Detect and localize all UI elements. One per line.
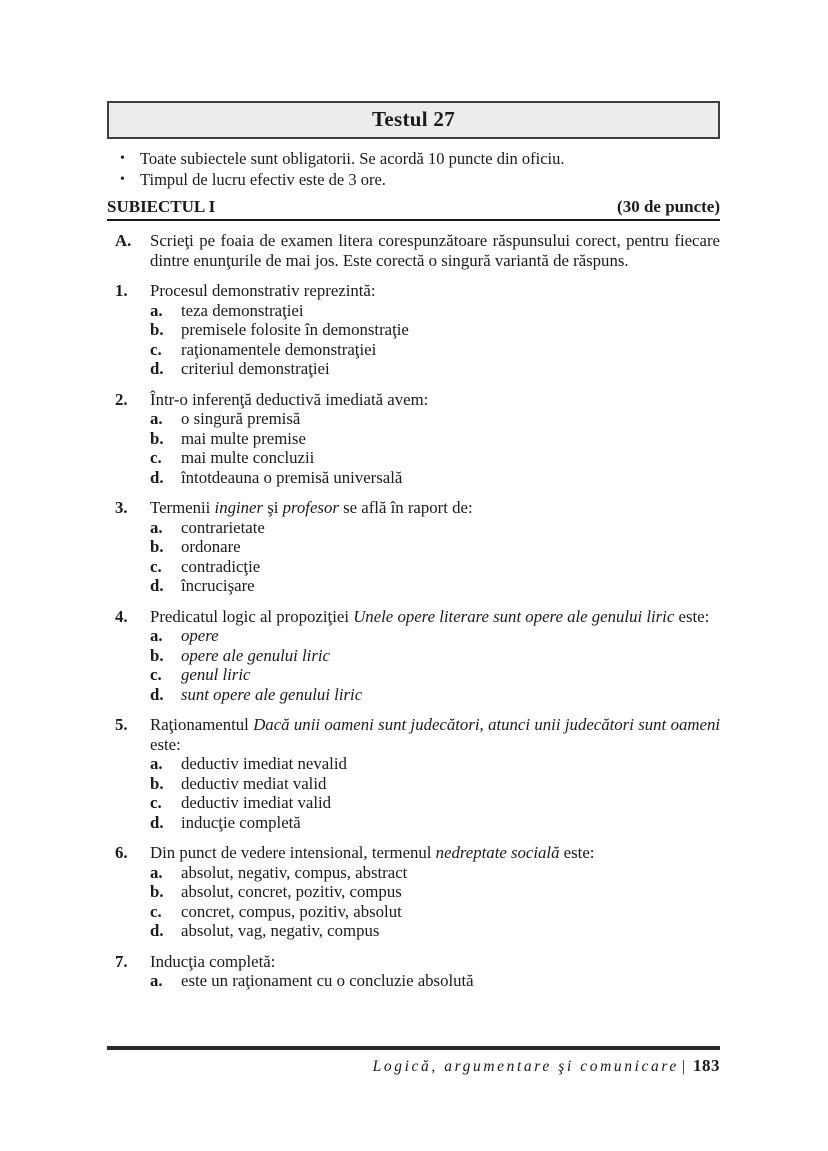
answer-option [150, 409, 720, 429]
section-points: (30 de puncte) [617, 197, 720, 216]
option-letter: d. [150, 921, 164, 940]
answer-option [150, 882, 720, 902]
question-text [150, 952, 720, 972]
answer-option [150, 646, 720, 666]
option-text [181, 537, 720, 557]
option-letter: c. [150, 339, 162, 359]
question-body [150, 607, 720, 705]
italic-text-segment: sunt opere ale genului liric [181, 684, 363, 704]
text-segment: absolut, concret, pozitiv, compus [181, 882, 402, 901]
italic-text-segment: nedreptate socială [435, 843, 560, 862]
answer-option [150, 971, 720, 991]
option-text [181, 409, 720, 429]
answer-option [150, 468, 720, 488]
bullet-icon: • [120, 151, 125, 166]
subject-body [107, 231, 720, 991]
instruction-text: Timpul de lucru efectiv este de 3 ore. [140, 170, 386, 189]
part-a-text: Scrieţi pe foaia de examen litera corespunzătoare răspunsului corect, pentru fiecare dintre enunţurile de mai jos. Este corectă o singură variantă de răspuns. [150, 231, 720, 270]
option-letter: b. [150, 320, 164, 339]
question-body [150, 952, 720, 991]
option-text [181, 793, 720, 813]
option-letter: a. [150, 971, 163, 990]
answer-option [150, 340, 720, 360]
option-text [181, 921, 720, 941]
option-letter: c. [150, 556, 162, 576]
question [107, 498, 720, 596]
text-segment: raţionamentele demonstraţiei [181, 339, 377, 359]
option-letter: a. [150, 754, 163, 773]
answer-option [150, 685, 720, 705]
answer-option [150, 813, 720, 833]
text-segment: concret, compus, pozitiv, absolut [181, 901, 402, 921]
option-text [181, 971, 720, 991]
question-body [150, 498, 720, 596]
option-text [181, 576, 720, 596]
question [107, 390, 720, 488]
question-number: 4. [115, 606, 128, 626]
option-letter: b. [150, 773, 164, 793]
text-segment: întotdeauna o premisă universală [181, 467, 403, 487]
list-item [107, 148, 720, 169]
option-text [181, 518, 720, 538]
instructions-list [107, 148, 720, 190]
question-text [150, 607, 720, 627]
italic-text-segment: Dacă unii oameni sunt judecători, atunci unii judecători sunt oameni [253, 715, 720, 734]
option-letter: a. [150, 409, 163, 428]
option-letter: d. [150, 467, 164, 487]
answer-option [150, 576, 720, 596]
option-letter: c. [150, 793, 162, 812]
answer-option [150, 448, 720, 468]
answer-option [150, 665, 720, 685]
text-segment: deductiv mediat valid [181, 773, 327, 793]
option-text [181, 557, 720, 577]
page-content [107, 101, 720, 991]
option-text [181, 320, 720, 340]
question-text [150, 715, 720, 754]
text-segment: Într-o inferenţă deductivă imediată avem: [150, 389, 429, 409]
question-number: 5. [115, 715, 128, 734]
question-number: 7. [115, 951, 128, 971]
text-segment: contradicţie [181, 556, 261, 576]
italic-text-segment: profesor [282, 498, 339, 517]
option-text [181, 468, 720, 488]
option-letter: b. [150, 645, 164, 665]
answer-option [150, 320, 720, 340]
footer-rule [107, 1046, 720, 1050]
option-text [181, 685, 720, 705]
question-body [150, 715, 720, 832]
question-number: 2. [115, 389, 128, 409]
question-number: 1. [115, 281, 128, 300]
page-title: Testul 27 [371, 107, 456, 131]
option-text [181, 774, 720, 794]
section-label: SUBIECTUL I [107, 197, 216, 216]
text-segment: mai multe premise [181, 428, 306, 448]
footer-book-title: Logică, argumentare şi comunicare [372, 1058, 679, 1075]
answer-option [150, 518, 720, 538]
answer-option [150, 537, 720, 557]
italic-text-segment: Unele opere literare sunt opere ale genului liric [353, 606, 675, 626]
question [107, 715, 720, 832]
option-text [181, 301, 720, 321]
question-body [150, 281, 720, 379]
option-letter: a. [150, 517, 163, 537]
footer-text [107, 1056, 720, 1076]
question-text [150, 843, 720, 863]
question [107, 281, 720, 379]
questions-list [107, 281, 720, 991]
text-segment: Predicatul logic al propoziţiei [150, 606, 354, 626]
text-segment: este: [150, 734, 181, 754]
option-letter: c. [150, 901, 162, 921]
option-text [181, 754, 720, 774]
text-segment: este un raţionament cu o concluzie absolută [181, 971, 474, 990]
text-segment: absolut, negativ, compus, abstract [181, 862, 408, 882]
option-letter: d. [150, 812, 164, 832]
answer-option [150, 921, 720, 941]
question-number: 3. [115, 498, 128, 517]
option-text [181, 882, 720, 902]
option-text [181, 863, 720, 883]
question-body [150, 843, 720, 941]
part-a-label: A. [115, 231, 132, 250]
text-segment: inducţie completă [181, 812, 301, 832]
question-text [150, 390, 720, 410]
page-footer [107, 1046, 720, 1076]
text-segment: se află în raport de: [338, 498, 473, 517]
option-text [181, 340, 720, 360]
option-text [181, 665, 720, 685]
question-body [150, 390, 720, 488]
answer-option [150, 626, 720, 646]
option-letter: a. [150, 862, 163, 882]
option-text [181, 626, 720, 646]
answer-option [150, 863, 720, 883]
footer-divider: | [681, 1058, 685, 1075]
option-letter: d. [150, 684, 164, 704]
option-text [181, 813, 720, 833]
text-segment: este: [559, 843, 595, 862]
section-header [107, 197, 720, 221]
text-segment: o singură premisă [181, 409, 301, 428]
option-text [181, 359, 720, 379]
text-segment: Raţionamentul [150, 715, 254, 734]
option-text [181, 646, 720, 666]
italic-text-segment: opere ale genului liric [181, 645, 330, 665]
text-segment: teza demonstraţiei [181, 300, 304, 320]
answer-option [150, 429, 720, 449]
italic-text-segment: genul liric [181, 665, 251, 684]
text-segment: deductiv imediat valid [181, 793, 332, 812]
question-text [150, 498, 720, 518]
text-segment: criteriul demonstraţiei [181, 359, 330, 378]
footer-page-number: 183 [693, 1056, 720, 1075]
list-item [107, 169, 720, 190]
option-letter: b. [150, 428, 164, 448]
option-letter: d. [150, 576, 164, 595]
answer-option [150, 359, 720, 379]
option-letter: c. [150, 448, 162, 467]
option-letter: a. [150, 626, 163, 645]
text-segment: contrarietate [181, 517, 265, 537]
option-letter: a. [150, 300, 163, 320]
answer-option [150, 774, 720, 794]
italic-text-segment: opere [181, 626, 219, 645]
text-segment: Din punct de vedere intensional, termenul [150, 843, 436, 862]
italic-text-segment: inginer [214, 498, 264, 517]
text-segment: încrucişare [181, 576, 255, 595]
test-title-box [107, 101, 720, 139]
answer-option [150, 754, 720, 774]
option-text [181, 429, 720, 449]
answer-option [150, 557, 720, 577]
bullet-icon: • [120, 172, 125, 187]
text-segment: absolut, vag, negativ, compus [181, 921, 380, 940]
text-segment: Inducţia completă: [150, 951, 276, 971]
text-segment: Procesul demonstrativ reprezintă: [150, 281, 376, 300]
instruction-text: Toate subiectele sunt obligatorii. Se acordă 10 puncte din oficiu. [140, 149, 565, 168]
question [107, 843, 720, 941]
option-text [181, 902, 720, 922]
text-segment: premisele folosite în demonstraţie [181, 320, 409, 339]
text-segment: şi [263, 498, 283, 517]
text-segment: mai multe concluzii [181, 448, 315, 467]
question [107, 952, 720, 991]
answer-option [150, 301, 720, 321]
question-number: 6. [115, 843, 128, 862]
option-text [181, 448, 720, 468]
answer-option [150, 902, 720, 922]
question [107, 607, 720, 705]
question-text [150, 281, 720, 301]
option-letter: b. [150, 882, 164, 901]
text-segment: Termenii [150, 498, 215, 517]
text-segment: ordonare [181, 537, 241, 556]
part-a-instruction [107, 231, 720, 270]
option-letter: d. [150, 359, 164, 378]
text-segment: este: [674, 606, 710, 626]
option-letter: c. [150, 665, 162, 684]
text-segment: deductiv imediat nevalid [181, 754, 347, 773]
option-letter: b. [150, 537, 164, 556]
answer-option [150, 793, 720, 813]
